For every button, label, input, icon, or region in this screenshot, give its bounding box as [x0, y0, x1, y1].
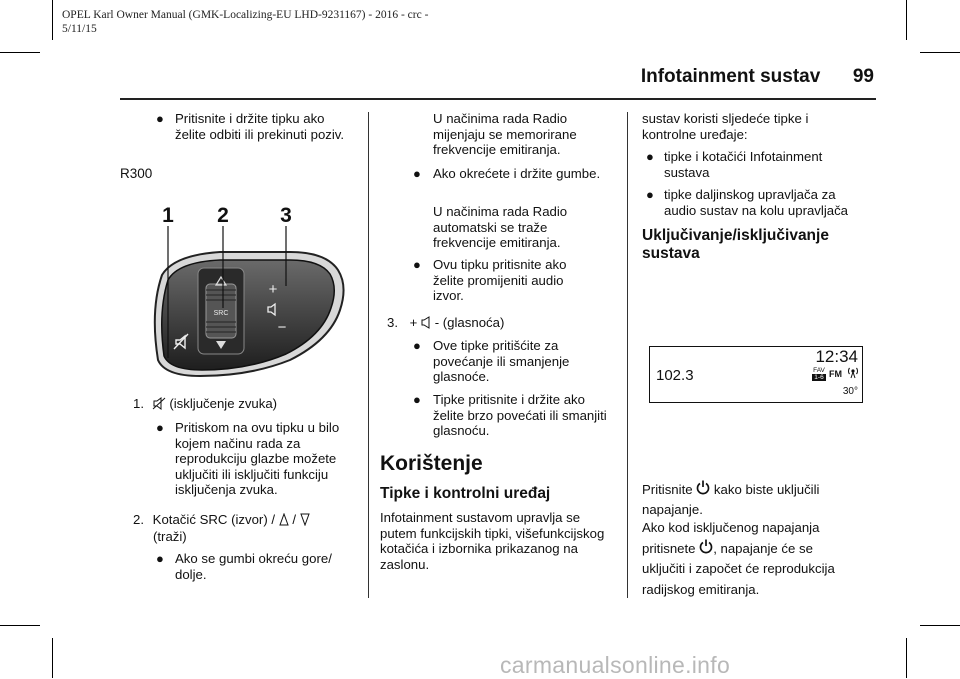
item-1-number: 1. — [133, 396, 144, 411]
item-1-heading — [133, 396, 277, 412]
fav-indicator: FAV 1-6 — [813, 367, 825, 381]
subsection-heading: Uključivanje/isključivanje sustava — [642, 227, 829, 262]
model-label: R300 — [120, 166, 153, 181]
power-icon — [699, 539, 713, 554]
meta-line-2: 5/11/15 — [62, 23, 97, 35]
intro-paragraph: sustav koristi sljedeće tipke i kontrolne uređaje: — [642, 111, 809, 142]
crop-mark — [52, 638, 53, 678]
item-3-number: 3. — [387, 315, 398, 330]
display-temperature: 30° — [842, 386, 858, 397]
crop-mark — [0, 625, 40, 626]
power-paragraph-1: Pritisnite kako biste uključili napajanje. — [642, 482, 820, 517]
item-3-heading — [387, 315, 504, 331]
display-frequency: 102.3 — [656, 367, 694, 384]
body-paragraph: Infotainment sustavom upravlja se putem funkcijskih tipki, višefunkcijskog kotačića i izbornika prikazanog na zaslonu. — [380, 510, 605, 572]
item-3-label: - (glasnoća) — [434, 315, 505, 330]
subsection-heading: Tipke i kontrolni uređaj — [380, 485, 551, 502]
crop-mark — [906, 638, 907, 678]
item-2-label-2: (traži) — [153, 529, 187, 544]
running-header — [641, 66, 874, 88]
item-1-label: (isključenje zvuka) — [169, 396, 278, 411]
mute-icon — [152, 397, 166, 410]
callout-2: 2 — [217, 204, 229, 227]
volume-minus: − — [277, 319, 287, 336]
continuation-text: U načinima rada Radio mijenjaju se memorirane frekvencije emitiranja. — [433, 111, 577, 157]
power-icon — [696, 480, 710, 495]
radio-display — [649, 346, 863, 403]
crop-mark — [920, 625, 960, 626]
src-label: SRC — [213, 310, 229, 317]
callout-3: 3 — [280, 204, 292, 227]
seek-up-icon — [279, 513, 289, 526]
header-rule — [120, 98, 876, 100]
section-title: Infotainment sustav — [640, 66, 821, 87]
item-2-label: Kotačić SRC (izvor) / — [152, 512, 276, 527]
display-time: 12:34 — [815, 347, 858, 366]
crop-mark — [0, 52, 40, 53]
callout-1: 1 — [162, 204, 174, 227]
item-2-heading — [133, 512, 310, 528]
steering-controls-figure — [140, 200, 362, 385]
crop-mark — [920, 52, 960, 53]
volume-plus: + — [268, 281, 278, 298]
item-3-plus: + — [409, 315, 418, 330]
crop-mark — [52, 0, 53, 40]
antenna-icon — [846, 365, 860, 379]
meta-line-1: OPEL Karl Owner Manual (GMK-Localizing-EU LHD-9231167) - 2016 - crc - — [62, 9, 429, 21]
volume-icon — [421, 316, 431, 329]
sub-text: U načinima rada Radio automatski se traže frekvencije emitiranja. — [433, 204, 568, 250]
seek-down-icon — [300, 513, 310, 526]
section-heading: Korištenje — [380, 452, 483, 475]
column-divider — [368, 112, 369, 598]
watermark: carmanualsonline.info — [500, 652, 731, 678]
item-2-separator: / — [292, 512, 297, 527]
display-band: FM — [829, 369, 842, 379]
page-number: 99 — [852, 66, 874, 87]
column-divider — [627, 112, 628, 598]
document-meta — [62, 8, 428, 36]
crop-mark — [906, 0, 907, 40]
power-paragraph-2: Ako kod isključenog napajanja pritisnete , napajanje će se uključiti i započet će reprodukcija radijskog emitiranja. — [642, 520, 835, 597]
item-2-number: 2. — [133, 512, 144, 527]
